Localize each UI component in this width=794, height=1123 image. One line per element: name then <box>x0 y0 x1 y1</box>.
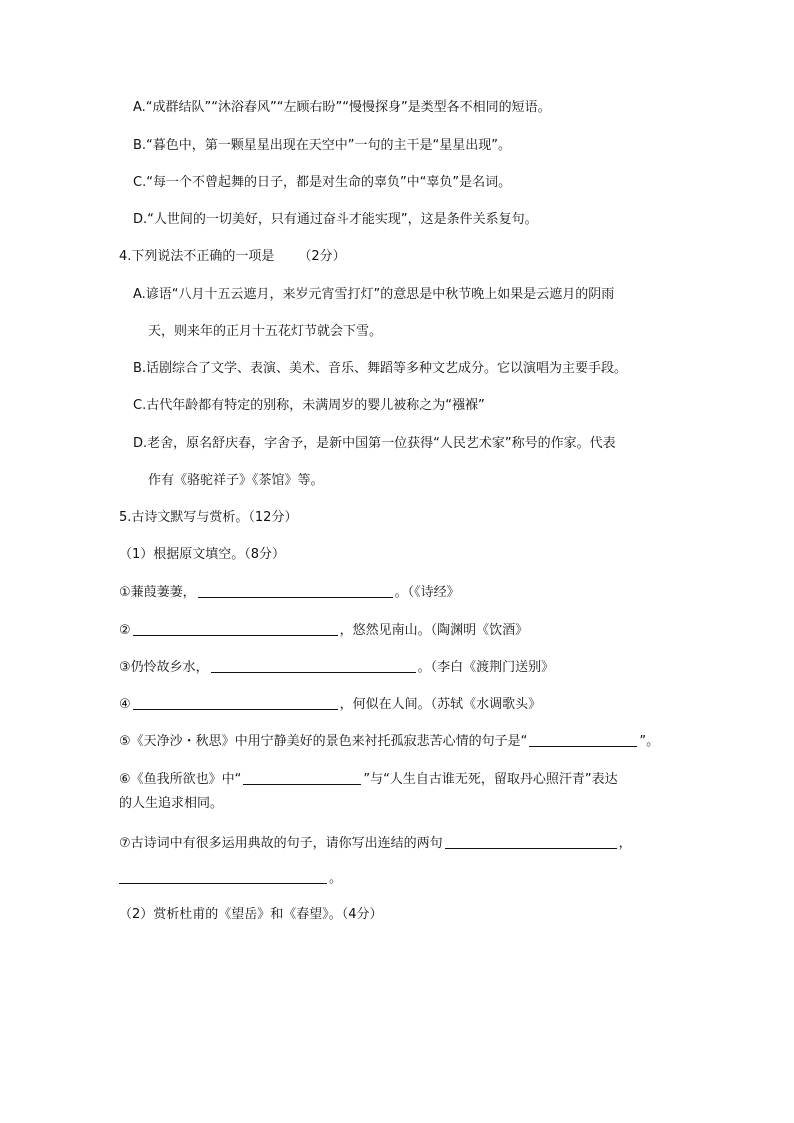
answer-blank-5[interactable] <box>529 732 637 747</box>
q3-option-d: D.“人世间的一切美好，只有通过奋斗才能实现”，这是条件关系复句。 <box>133 212 538 227</box>
q5-item3-suffix: 。（李白《渡荆门送别》 <box>417 660 555 675</box>
q3-option-a: A.“成群结队”“沐浴春风”“左顾右盼”“慢慢探身”是类型各不相同的短语。 <box>133 100 551 115</box>
q5-part1-title: （1）根据原文填空。（8分） <box>119 547 286 562</box>
q5-item4 <box>119 695 541 714</box>
q5-item3 <box>119 658 554 677</box>
q4-option-c: C.古代年龄都有特定的别称，未满周岁的婴儿被称之为“襁褓” <box>133 398 485 413</box>
q5-item6-prefix: ⑥《鱼我所欲也》中“ <box>119 772 242 787</box>
q5-item3-prefix: ③仍怜故乡水， <box>119 660 209 675</box>
q5-item5-suffix: ”。 <box>639 734 660 749</box>
answer-blank-4[interactable] <box>133 695 338 710</box>
q5-item4-prefix: ④ <box>119 697 131 712</box>
q5-item6 <box>119 770 618 789</box>
q5-item7-prefix: ⑦古诗词中有很多运用典故的句子，请你写出连结的两句 <box>119 836 443 851</box>
q5-item2 <box>119 621 528 640</box>
q5-item6-suffix: ”与“人生自古谁无死，留取丹心照汗青”表达 <box>363 772 618 787</box>
answer-blank-7[interactable] <box>445 834 617 849</box>
q4-option-d-line2: 作有《骆驼祥子》《茶馆》等。 <box>148 473 324 488</box>
q5-item6-line2: 的人生追求相同。 <box>119 796 224 811</box>
q4-option-d-line1: D.老舍，原名舒庆春，字舍予，是新中国第一位获得“人民艺术家”称号的作家。代表 <box>133 436 616 451</box>
q5-item1-suffix: 。（《诗经》 <box>394 585 460 600</box>
q5-item4-suffix: ，何似在人间。（苏轼《水调歌头》 <box>339 697 542 712</box>
q4-option-b: B.话剧综合了文学、表演、美术、音乐、舞蹈等多种文艺成分。它以演唱为主要手段。 <box>133 361 628 376</box>
q4-option-a-line1: A.谚语“八月十五云遮月，来岁元宵雪打灯”的意思是中秋节晚上如果是云遮月的阴雨 <box>133 287 615 302</box>
q5-item2-prefix: ② <box>119 623 131 638</box>
q5-item5 <box>119 732 659 751</box>
q5-item1 <box>119 583 460 602</box>
q5-item7 <box>119 834 632 853</box>
q5-title: 5.古诗文默写与赏析。（12分） <box>119 510 298 525</box>
answer-blank-6[interactable] <box>243 770 361 785</box>
q5-item7-line2 <box>119 869 342 888</box>
q4-option-a-line2: 天，则来年的正月十五花灯节就会下雪。 <box>148 324 383 339</box>
q3-option-c: C.“每一个不曾起舞的日子，都是对生命的辜负”中“辜负”是名词。 <box>133 175 512 190</box>
answer-blank-2[interactable] <box>133 621 338 636</box>
q5-item1-prefix: ①蒹葭萋萋， <box>119 585 196 600</box>
q4-stem <box>119 248 346 266</box>
q3-option-b: B.“暮色中，第一颗星星出现在天空中”一句的主干是“星星出现”。 <box>133 138 511 153</box>
q5-part2-title: （2）赏析杜甫的《望岳》和《春望》。（4分） <box>119 907 383 922</box>
answer-blank-8[interactable] <box>119 869 327 884</box>
q5-item7-suffix: ， <box>618 836 632 851</box>
answer-blank-1[interactable] <box>198 583 393 598</box>
q5-item7-line2-suffix: 。 <box>329 871 343 886</box>
answer-blank-3[interactable] <box>211 658 416 673</box>
q4-stem-text: 4.下列说法不正确的一项是 <box>119 249 275 264</box>
q5-item2-suffix: ，悠然见南山。（陶渊明《饮酒》 <box>339 623 529 638</box>
q5-item5-prefix: ⑤《天净沙・秋思》中用宁静美好的景色来衬托孤寂悲苦心情的句子是“ <box>119 734 528 749</box>
q4-points: （2分） <box>298 249 346 264</box>
